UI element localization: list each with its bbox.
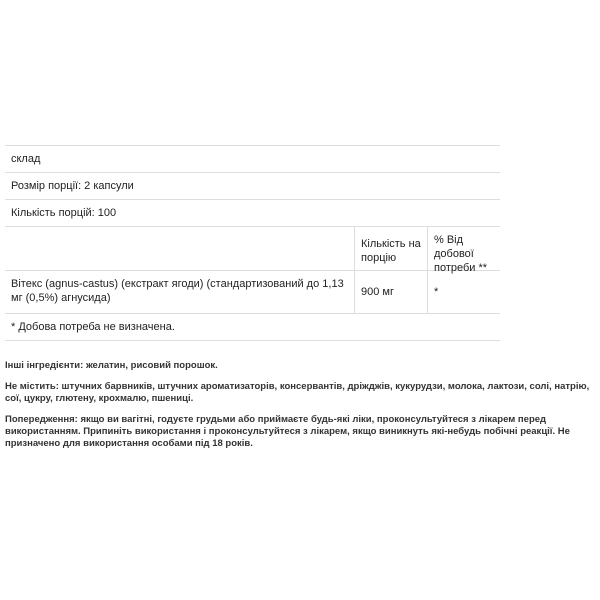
table-row [5,271,500,314]
ingredient-name: Вітекс (agnus-castus) (екстракт ягоди) (стандартизований до 1,13 мг (0,5%) агнусида) [5,271,355,313]
header-blank-cell [5,227,355,270]
header-daily-value: % Від добової потреби ** [434,234,488,274]
supplement-facts-table [5,145,500,341]
table-header-row [5,227,500,274]
notes-section [5,360,590,459]
facts-title: склад [5,145,500,173]
other-ingredients: Інші інгредієнти: желатин, рисовий порошок. [5,360,218,371]
ingredient-amount: 900 мг [355,271,428,313]
header-amount: Кількість на порцію [355,227,428,270]
servings-per-container: Кількість порцій: 100 [5,200,500,227]
warning: Попередження: якщо ви вагітні, годуєте грудьми або приймаєте будь-які ліки, проконсультуйтеся з лікарем перед використанням. Припиніть використання і проконсультуйтеся з лікарем, якщо виникнуть які-небудь побічні реакції. Не призначено для використання особами під 18 років. [5,414,570,449]
ingredient-daily-value: * [434,286,439,298]
serving-size: Розмір порції: 2 капсули [5,173,500,200]
footnote: * Добова потреба не визначена. [5,314,500,341]
free-of-list: Не містить: штучних барвників, штучних ароматизаторів, консервантів, дріжджів, кукурудзи, молока, лактози, солі, натрію, сої, цукру, глютену, крохмалю, пшениці. [5,381,590,404]
